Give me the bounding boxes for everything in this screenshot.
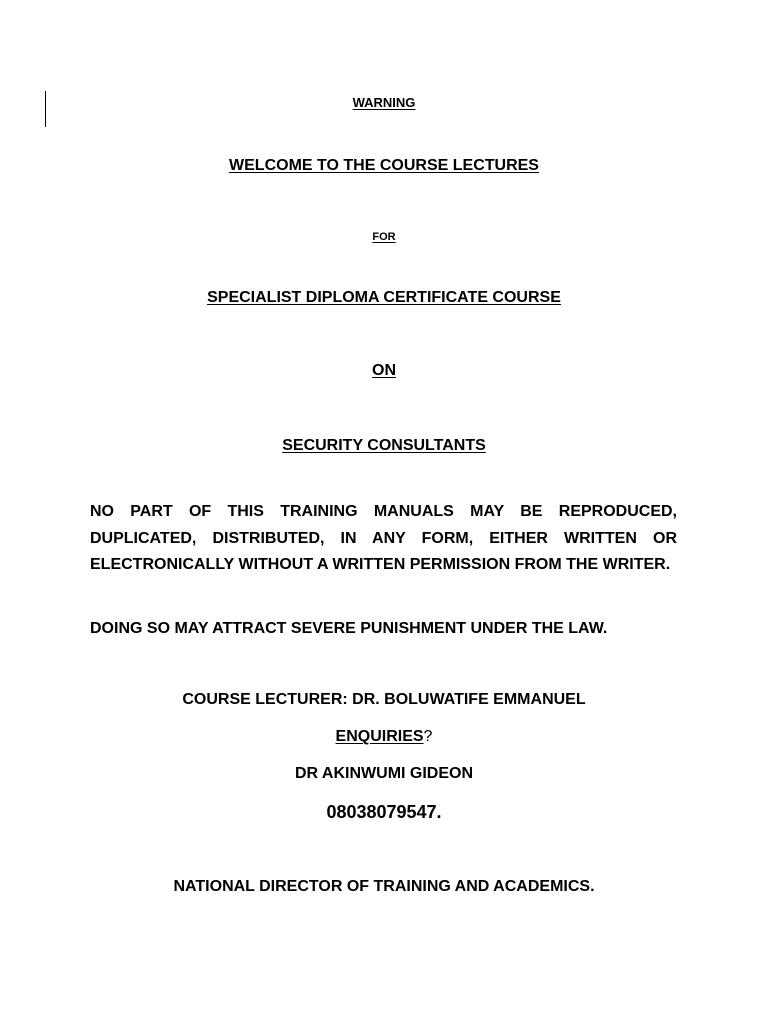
for-heading (0, 231, 768, 243)
contact-title: NATIONAL DIRECTOR OF TRAINING AND ACADEMICS. (173, 878, 595, 895)
warning-heading (0, 95, 768, 110)
on-heading (0, 362, 768, 380)
on-text: ON (372, 362, 396, 379)
enquiries-label: ENQUIRIES (335, 728, 424, 745)
punishment-notice: DOING SO MAY ATTRACT SEVERE PUNISHMENT UNDER THE LAW. (90, 620, 608, 637)
subject-heading (0, 437, 768, 455)
for-text: FOR (372, 231, 396, 243)
welcome-heading (0, 157, 768, 175)
copyright-notice: NO PART OF THIS TRAINING MANUALS MAY BE REPRODUCED, DUPLICATED, DISTRIBUTED, IN ANY FORM, EITHER WRITTEN OR ELECTRONICALLY WITHOUT A WRITTEN PERMISSION FROM THE WRITER. (90, 503, 677, 573)
course-name-text: SPECIALIST DIPLOMA CERTIFICATE COURSE (207, 289, 561, 306)
welcome-text: WELCOME TO THE COURSE LECTURES (229, 157, 539, 174)
subject-text: SECURITY CONSULTANTS (282, 437, 486, 454)
enquiries-mark: ? (423, 728, 433, 745)
enquiries-heading (0, 728, 768, 746)
course-name-heading (0, 289, 768, 307)
warning-text: WARNING (352, 95, 416, 110)
course-lecturer: COURSE LECTURER: DR. BOLUWATIFE EMMANUEL (182, 691, 586, 708)
contact-phone: 08038079547. (326, 802, 442, 822)
contact-name: DR AKINWUMI GIDEON (294, 765, 474, 782)
